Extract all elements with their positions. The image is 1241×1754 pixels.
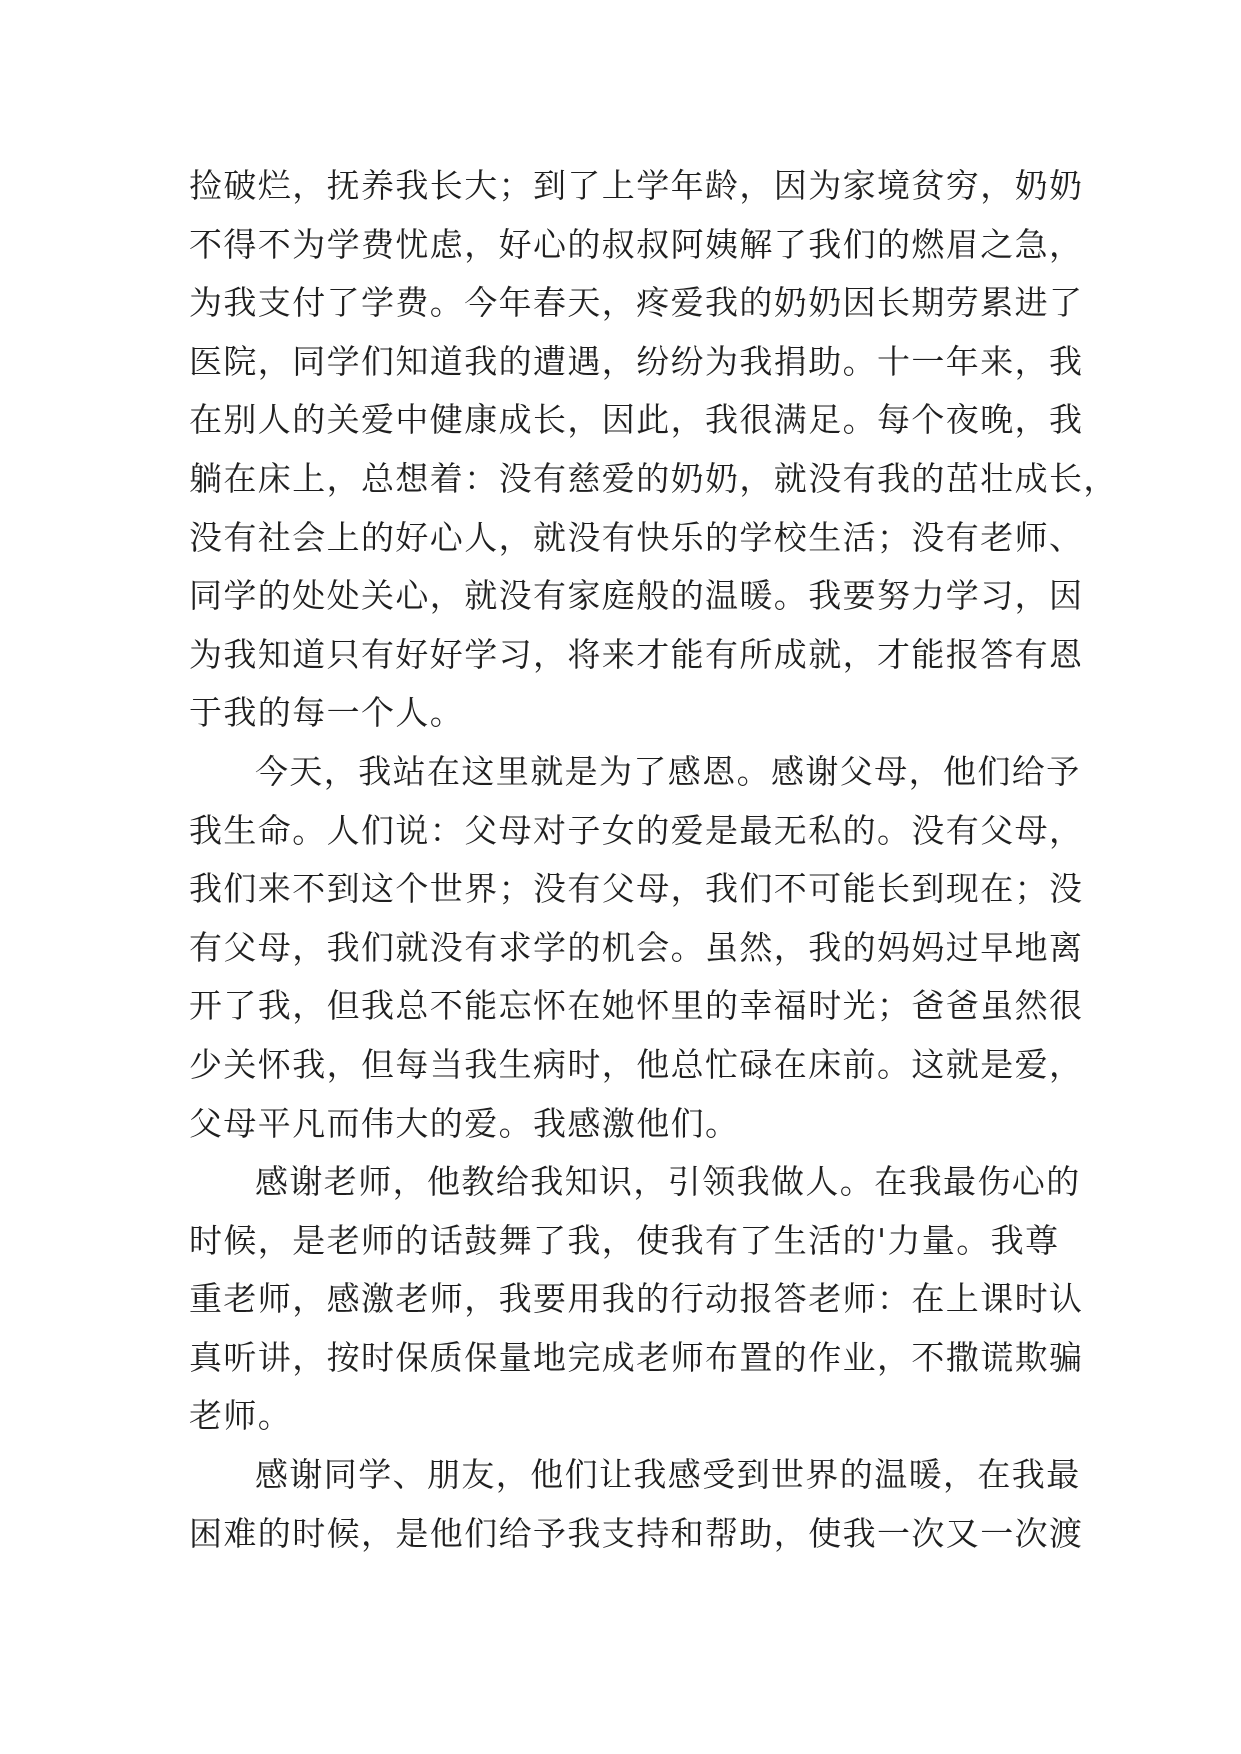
text-line: 感谢同学、朋友，他们让我感受到世界的温暖，在我最 bbox=[255, 1455, 1081, 1495]
text-line: 开了我，但我总不能忘怀在她怀里的幸福时光；爸爸虽然很 bbox=[189, 986, 1084, 1026]
text-line: 我生命。人们说：父母对子女的爱是最无私的。没有父母， bbox=[189, 810, 1084, 850]
text-line: 我们来不到这个世界；没有父母，我们不可能长到现在；没 bbox=[189, 869, 1084, 909]
text-line: 同学的处处关心，就没有家庭般的温暖。我要努力学习，因 bbox=[189, 576, 1084, 616]
text-line: 躺在床上，总想着：没有慈爱的奶奶，就没有我的茁壮成长， bbox=[189, 458, 1118, 498]
paragraph-3 bbox=[189, 1153, 1084, 1446]
paragraph-4 bbox=[189, 1446, 1084, 1563]
text-line: 在别人的关爱中健康成长，因此，我很满足。每个夜晚，我 bbox=[189, 400, 1084, 440]
text-line: 于我的每一个人。 bbox=[189, 693, 465, 733]
text-line: 为我知道只有好好学习，将来才能有所成就，才能报答有恩 bbox=[189, 634, 1084, 674]
text-line: 老师。 bbox=[189, 1396, 293, 1436]
text-line: 困难的时候，是他们给予我支持和帮助，使我一次又一次渡 bbox=[189, 1513, 1084, 1553]
document-body bbox=[189, 157, 1118, 1563]
text-line: 不得不为学费忧虑，好心的叔叔阿姨解了我们的燃眉之急， bbox=[189, 224, 1084, 264]
text-line: 医院，同学们知道我的遭遇，纷纷为我捐助。十一年来，我 bbox=[189, 341, 1084, 381]
paragraph-1 bbox=[189, 157, 1118, 743]
text-line: 捡破烂，抚养我长大；到了上学年龄，因为家境贫穷，奶奶 bbox=[189, 166, 1084, 205]
text-line: 没有社会上的好心人，就没有快乐的学校生活；没有老师、 bbox=[189, 517, 1084, 557]
text-line: 感谢老师，他教给我知识，引领我做人。在我最伤心的 bbox=[255, 1162, 1081, 1202]
paragraph-2 bbox=[189, 743, 1084, 1153]
text-line: 今天，我站在这里就是为了感恩。感谢父母，他们给予 bbox=[255, 751, 1081, 791]
text-line: 父母平凡而伟大的爱。我感激他们。 bbox=[189, 1103, 740, 1143]
text-line: 为我支付了学费。今年春天，疼爱我的奶奶因长期劳累进了 bbox=[189, 283, 1084, 323]
text-line: 真听讲，按时保质保量地完成老师布置的作业，不撒谎欺骗 bbox=[189, 1337, 1084, 1377]
text-line: 时候，是老师的话鼓舞了我，使我有了生活的'力量。我尊 bbox=[189, 1220, 1060, 1260]
text-line: 重老师，感激老师，我要用我的行动报答老师：在上课时认 bbox=[189, 1279, 1084, 1319]
text-line: 少关怀我，但每当我生病时，他总忙碌在床前。这就是爱， bbox=[189, 1044, 1084, 1084]
text-line: 有父母，我们就没有求学的机会。虽然，我的妈妈过早地离 bbox=[189, 927, 1084, 967]
